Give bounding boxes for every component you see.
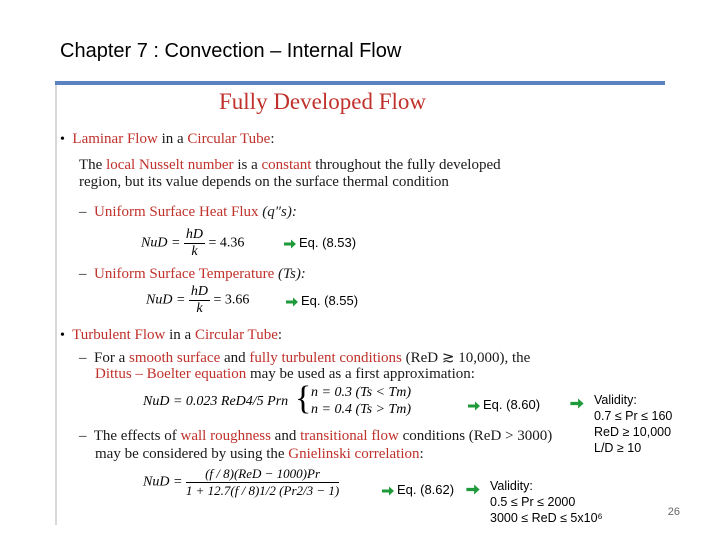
equation-8-60: NuD = 0.023 ReD4/5 Prn <box>143 394 289 409</box>
turbulent-line3: – The effects of wall roughness and transitional flow conditions (ReD > 3000) <box>79 428 553 444</box>
validity-8-60: Validity: 0.7 ≤ Pr ≤ 160 ReD ≥ 10,000 L/D ≥ 10 <box>594 393 673 455</box>
eq-label-8-53: Eq. (8.53) <box>284 235 356 250</box>
heat-flux-condition: – Uniform Surface Heat Flux (q″s): <box>79 204 297 220</box>
laminar-description-line2: region, but its value depends on the surface thermal condition <box>79 174 449 190</box>
arrow-right-icon <box>466 484 480 495</box>
laminar-description-line1: The local Nusselt number is a constant throughout the fully developed <box>79 157 501 173</box>
laminar-heading: • Laminar Flow in a Circular Tube: <box>60 131 275 147</box>
turbulent-line1: – For a smooth surface and fully turbulent conditions (ReD ≳ 10,000), the <box>79 350 531 366</box>
chapter-title: Chapter 7 : Convection – Internal Flow <box>60 40 402 62</box>
equation-8-53: NuD = $\frac{hD}{k}$ = 4.36 <box>141 227 245 259</box>
arrow-right-icon <box>284 239 296 249</box>
validity-8-62: Validity: 0.5 ≤ Pr ≤ 2000 3000 ≤ ReD ≤ 5x10⁶ <box>490 479 603 525</box>
surface-temperature-condition: – Uniform Surface Temperature (Ts): <box>79 266 306 282</box>
eq-label-8-60: Eq. (8.60) <box>468 397 540 412</box>
title-rule <box>55 81 665 85</box>
equation-8-55: NuD = $\frac{hD}{k}$ = 3.66 <box>146 284 250 316</box>
arrow-right-icon <box>570 398 584 409</box>
page-number: 26 <box>667 506 680 518</box>
slide-heading: Fully Developed Flow <box>219 89 426 114</box>
content-border <box>55 85 57 525</box>
equation-8-62: NuD = $\frac{\text{(f / 8)(ReD − 1000)Pr}}{1 + 12.7(f / 8)1/2 (Pr2/3 - 1)}$ <box>143 466 340 498</box>
turbulent-line2: Dittus – Boelter equation may be used as a first approximation: <box>95 366 475 382</box>
brace-icon: { <box>295 380 312 417</box>
eq-label-8-62: Eq. (8.62) <box>382 482 454 497</box>
arrow-right-icon <box>468 401 480 411</box>
bullet-icon: • <box>60 328 65 343</box>
turbulent-heading: • Turbulent Flow in a Circular Tube: <box>60 327 283 343</box>
turbulent-line4: may be considered by using the Gnielinski correlation: <box>95 446 424 462</box>
eq-label-8-55: Eq. (8.55) <box>286 293 358 308</box>
arrow-right-icon <box>382 486 394 496</box>
arrow-right-icon <box>286 297 298 307</box>
bullet-icon: • <box>60 132 65 147</box>
